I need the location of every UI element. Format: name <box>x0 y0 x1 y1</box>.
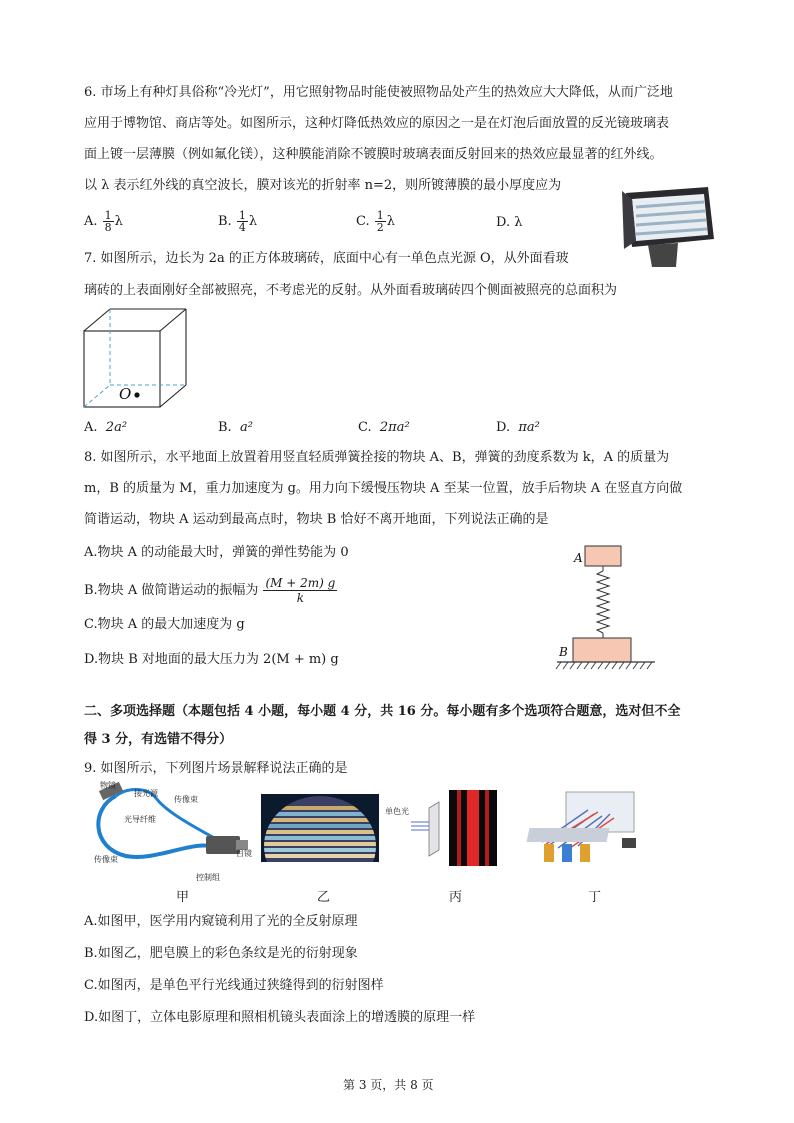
q9-option-d: D.如图丁，立体电影原理和照相机镜头表面涂上的增透膜的原理一样 <box>84 1010 476 1025</box>
stereo-projection-figure <box>518 788 648 868</box>
q6-option-b: B. $\frac{1}{4}$ λ <box>218 209 258 234</box>
caption-fig-ding: 丁 <box>588 890 602 905</box>
caption-fig-bing: 丙 <box>449 890 463 905</box>
amplitude-fraction: $\frac{(M + 2m) g}{k}$ <box>265 576 336 605</box>
q8-line-3: 简谐运动，物块 A 运动到最高点时，物块 B 恰好不离开地面，下列说法正确的是 <box>84 512 549 527</box>
q6-line-4: 以 λ 表示红外线的真空波长，膜对该光的折射率 n=2，则所镀薄膜的最小厚度应为 <box>84 178 562 193</box>
q7-option-b: B. a² <box>218 420 253 435</box>
control-unit <box>206 836 240 854</box>
q9-stem: 9. 如图所示，下列图片场景解释说法正确的是 <box>84 761 348 776</box>
q8-line-2: m，B 的质量为 M，重力加速度为 g。用力向下缓慢压物块 A 至某一位置，放手后物块 A 在竖直方向做 <box>84 481 683 496</box>
section-2-heading-line-1: 二、多项选择题（本题包括 4 小题，每小题 4 分，共 16 分。每小题有多个选项符合题意，选对但不全 <box>84 704 681 719</box>
q7-line-1: 7. 如图所示，边长为 2a 的正方体玻璃砖，底面中心有一单色点光源 O，从外面看玻 <box>84 251 569 266</box>
svg-text:控制组: 控制组 <box>196 873 220 882</box>
svg-text:物镜: 物镜 <box>100 781 116 790</box>
q7-option-d: D. πa² <box>496 420 540 435</box>
spring <box>597 571 609 633</box>
q6-option-a: A. $\frac{1}{8}$ λ <box>84 209 123 234</box>
q8-option-a: A.物块 A 的动能最大时，弹簧的弹性势能为 0 <box>84 545 349 560</box>
block-b <box>573 638 631 662</box>
q6-option-d: D. λ <box>496 215 523 230</box>
svg-text:单色光: 单色光 <box>385 807 409 816</box>
q6-option-c: C. $\frac{1}{2}$ λ <box>356 209 396 234</box>
q9-option-b: B.如图乙，肥皂膜上的彩色条纹是光的衍射现象 <box>84 946 358 961</box>
q9-option-a: A.如图甲，医学用内窥镜利用了光的全反射原理 <box>84 914 358 929</box>
q7-option-c: C. 2πa² <box>358 420 410 435</box>
fraction: $\frac{1}{4}$ <box>238 209 246 234</box>
option-letter: D. <box>496 215 511 230</box>
block-b-label: B <box>559 645 568 659</box>
fraction: $\frac{1}{8}$ <box>104 209 112 234</box>
section-2-heading-line-2: 得 3 分，有选错不得分） <box>84 732 233 747</box>
cold-light-lamp-image <box>618 183 720 269</box>
q6-line-1: 6. 市场上有种灯具俗称“冷光灯”，用它照射物品时能使被照物品处产生的热效应大大降低，从而广泛地 <box>84 85 673 100</box>
spring-blocks-diagram <box>555 540 685 676</box>
glass-cube-diagram <box>82 307 194 411</box>
svg-text:光导纤维: 光导纤维 <box>124 815 156 824</box>
q8-option-d: D.物块 B 对地面的最大压力为 2(M + m) g <box>84 652 339 667</box>
option-letter: B. <box>218 214 232 229</box>
fraction: $\frac{1}{2}$ <box>376 209 384 234</box>
q9-option-c: C.如图丙，是单色平行光线通过狭缝得到的衍射图样 <box>84 978 384 993</box>
endoscope-figure <box>86 778 256 888</box>
caption-fig-yi: 乙 <box>317 890 331 905</box>
light-source-dot <box>134 392 139 397</box>
slit-diffraction-figure <box>385 788 515 868</box>
svg-text:传像束: 传像束 <box>94 855 118 864</box>
q8-option-c: C.物块 A 的最大加速度为 g <box>84 617 245 632</box>
light-source-label: O <box>119 385 132 403</box>
q8-line-1: 8. 如图所示，水平地面上放置着用竖直轻质弹簧拴接的物块 A、B，弹簧的劲度系数为 k，A 的质量为 <box>84 450 670 465</box>
caption-fig-jia: 甲 <box>176 890 190 905</box>
slit-plate <box>429 802 439 856</box>
svg-text:接光源: 接光源 <box>134 789 158 798</box>
page-number: 第 3 页，共 8 页 <box>343 1078 434 1092</box>
q7-line-2: 璃砖的上表面刚好全部被照亮，不考虑光的反射。从外面看玻璃砖四个侧面被照亮的总面积为 <box>84 283 618 298</box>
svg-text:传像束: 传像束 <box>174 795 198 804</box>
block-a-label: A <box>574 551 583 565</box>
svg-text:目镜: 目镜 <box>236 849 252 858</box>
block-a <box>585 546 621 566</box>
option-letter: A. <box>84 214 98 229</box>
q6-line-3: 面上镀一层薄膜（例如氟化镁），这种膜能消除不镀膜时玻璃表面反射回来的热效应最显著的红外线。 <box>84 147 663 162</box>
soap-film-figure <box>261 794 379 862</box>
q8-option-b: B.物块 A 做简谐运动的振幅为 $\frac{(M + 2m) g}{k}$ <box>84 576 336 605</box>
fiber-bundle <box>98 796 216 857</box>
option-letter: C. <box>356 214 370 229</box>
q6-line-2: 应用于博物馆、商店等处。如图所示，这种灯降低热效应的原因之一是在灯泡后面放置的反光镜玻璃表 <box>84 116 670 131</box>
q7-option-a: A. 2a² <box>84 420 128 435</box>
